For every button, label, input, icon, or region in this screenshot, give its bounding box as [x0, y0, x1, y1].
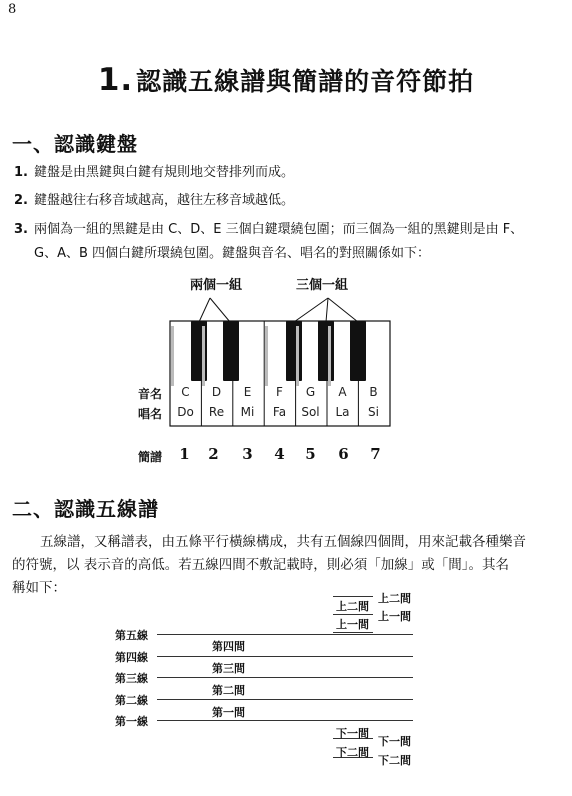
jianpu-number: 7: [370, 445, 381, 463]
jianpu-number: 6: [338, 445, 349, 463]
paragraph-line: 五線譜，又稱譜表，由五條平行橫線構成，共有五個線四個間，用來記載各種樂音: [40, 534, 526, 550]
ledger-line: [333, 596, 373, 597]
group-three-label: 三個一組: [296, 278, 349, 293]
letter-name: G: [305, 385, 316, 399]
ledger-line-label: 下二間: [336, 746, 369, 759]
letter-name-label: 音名: [138, 387, 163, 401]
ledger-space-label: 下二間: [378, 754, 411, 767]
pointer-line: [326, 298, 328, 322]
staff-space-label: 第二間: [212, 684, 245, 697]
staff-line-label: 第三線: [115, 672, 148, 685]
staff-line-label: 第四線: [115, 651, 148, 664]
group-two-label: 兩個一組: [190, 278, 243, 293]
ledger-space-label: 下一間: [378, 735, 411, 748]
letter-name: D: [211, 385, 222, 399]
list-item: 1. 鍵盤是由黑鍵與白鍵有規則地交替排列而成。: [14, 165, 295, 180]
solfege-label: 唱名: [138, 407, 163, 421]
solfege-name: Re: [208, 405, 225, 419]
jianpu-number: 1: [179, 445, 190, 463]
solfege-name: Fa: [272, 405, 287, 419]
list-item: 2. 鍵盤越往右移音域越高，越往左移音域越低。: [14, 193, 295, 208]
solfege-name: Do: [177, 405, 194, 419]
page-number: 8: [8, 2, 17, 17]
ledger-line-label: 上二間: [336, 600, 369, 613]
staff-line: [157, 656, 413, 657]
staff-line: [157, 677, 413, 678]
jianpu-number: 3: [242, 445, 253, 463]
solfege-name: La: [335, 405, 350, 419]
letter-name: B: [369, 385, 378, 399]
solfege-name: Mi: [240, 405, 255, 419]
jianpu-number: 4: [274, 445, 285, 463]
pointer-line: [210, 298, 230, 322]
jianpu-label: 簡譜: [138, 450, 163, 464]
ledger-line: [333, 632, 373, 633]
ledger-line: [333, 614, 373, 615]
ledger-space-label: 上一間: [378, 610, 411, 623]
ledger-line-label: 下一間: [336, 727, 369, 740]
pointer-line: [294, 298, 328, 322]
title-number: 1.: [97, 62, 134, 98]
title-text: 認識五線譜與簡譜的音符節拍: [136, 67, 475, 96]
staff-space-label: 第三間: [212, 662, 245, 675]
letter-name: A: [338, 385, 347, 399]
page-title: [0, 62, 572, 98]
ledger-line-label: 上一間: [336, 618, 369, 631]
letter-name: C: [181, 385, 190, 399]
letter-name: E: [243, 385, 252, 399]
staff-line: [157, 634, 413, 635]
solfege-name: Sol: [301, 405, 320, 419]
staff-line: [157, 720, 413, 721]
staff-space-label: 第四間: [212, 640, 245, 653]
letter-name: F: [276, 385, 283, 399]
staff-space-label: 第一間: [212, 706, 245, 719]
jianpu-number: 2: [208, 445, 219, 463]
ledger-space-label: 上二間: [378, 592, 411, 605]
solfege-name: Si: [368, 405, 379, 419]
pointer-line: [199, 298, 210, 322]
jianpu-number: 5: [305, 445, 316, 463]
staff-line-label: 第五線: [115, 629, 148, 642]
paragraph-line: 的符號，以 表示音的高低。若五線四間不敷記載時，則必須「加線」或「間」。其名: [12, 557, 510, 573]
section1-heading: 一、認識鍵盤: [12, 132, 138, 156]
staff-line: [157, 699, 413, 700]
section2-heading: 二、認識五線譜: [12, 497, 159, 521]
staff-line-label: 第一線: [115, 715, 148, 728]
paragraph-line: 稱如下：: [12, 580, 66, 596]
pointer-line: [328, 298, 358, 322]
list-item: 3. 兩個為一組的黑鍵是由 C、D、E 三個白鍵環繞包圍；而三個為一組的黑鍵則是由 F、 G、A、B 四個白鍵所環繞包圍。鍵盤與音名、唱名的對照關係如下：: [14, 222, 524, 261]
staff-line-label: 第二線: [115, 694, 148, 707]
